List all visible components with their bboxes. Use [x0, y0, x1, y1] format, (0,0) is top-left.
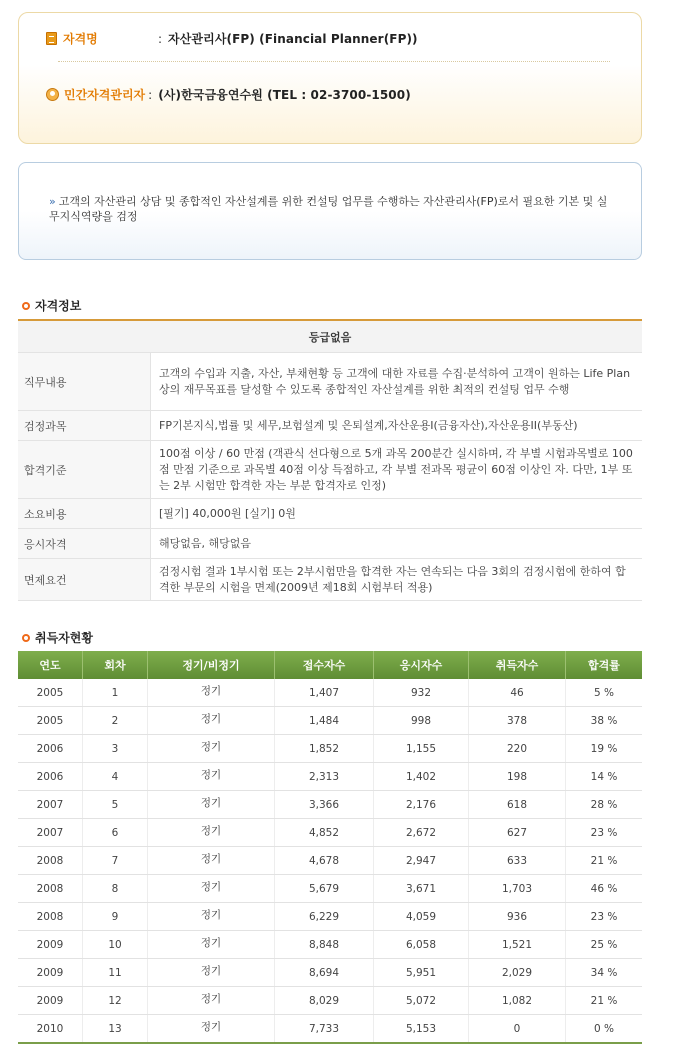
col-type-header: 정기/비정기 [148, 651, 275, 679]
table-row [18, 959, 642, 987]
rate-cell: 34 % [566, 959, 643, 987]
year-cell: 2010 [18, 1015, 83, 1044]
double-arrow-icon: » [49, 195, 56, 208]
year-cell: 2006 [18, 763, 83, 791]
info-key: 직무내용 [18, 353, 151, 411]
table-row [18, 679, 642, 707]
table-row [18, 875, 642, 903]
round-cell: 12 [83, 987, 148, 1015]
round-cell: 5 [83, 791, 148, 819]
applicants-cell: 8,694 [275, 959, 374, 987]
info-key: 면제요건 [18, 559, 151, 601]
description-text: 고객의 자산관리 상담 및 종합적인 자산설계를 위한 컨설팅 업무를 수행하는 자산관리사(FP)로서 필요한 기본 및 실무지식역량을 검정 [49, 195, 608, 223]
stats-title-text: 취득자현황 [35, 631, 93, 645]
type-cell: 정기 [148, 875, 275, 903]
type-cell: 정기 [148, 1015, 275, 1044]
round-cell: 11 [83, 959, 148, 987]
round-cell: 8 [83, 875, 148, 903]
applicants-cell: 4,678 [275, 847, 374, 875]
col-round-header: 회차 [83, 651, 148, 679]
year-cell: 2008 [18, 903, 83, 931]
applicants-cell: 5,679 [275, 875, 374, 903]
examinees-cell: 4,059 [374, 903, 469, 931]
round-cell: 1 [83, 679, 148, 707]
rate-cell: 25 % [566, 931, 643, 959]
year-cell: 2007 [18, 791, 83, 819]
year-cell: 2006 [18, 735, 83, 763]
info-row [18, 441, 642, 499]
table-row [18, 847, 642, 875]
description-card [18, 162, 642, 260]
examinees-cell: 1,155 [374, 735, 469, 763]
passers-cell: 220 [469, 735, 566, 763]
rate-cell: 23 % [566, 903, 643, 931]
info-key: 소요비용 [18, 499, 151, 529]
rate-cell: 46 % [566, 875, 643, 903]
round-cell: 4 [83, 763, 148, 791]
applicants-cell: 2,313 [275, 763, 374, 791]
cert-name-row [46, 30, 418, 47]
stats-table [18, 651, 642, 1044]
examinees-cell: 5,153 [374, 1015, 469, 1044]
type-cell: 정기 [148, 987, 275, 1015]
year-cell: 2008 [18, 875, 83, 903]
rate-cell: 21 % [566, 987, 643, 1015]
passers-cell: 1,082 [469, 987, 566, 1015]
type-cell: 정기 [148, 679, 275, 707]
passers-cell: 936 [469, 903, 566, 931]
year-cell: 2007 [18, 819, 83, 847]
stats-section-title [22, 629, 93, 646]
passers-cell: 0 [469, 1015, 566, 1044]
examinees-cell: 2,947 [374, 847, 469, 875]
type-cell: 정기 [148, 763, 275, 791]
round-cell: 13 [83, 1015, 148, 1044]
table-row [18, 707, 642, 735]
stats-body [18, 679, 642, 1043]
cert-name-label: 자격명 [63, 32, 98, 46]
table-row [18, 791, 642, 819]
round-cell: 2 [83, 707, 148, 735]
round-cell: 10 [83, 931, 148, 959]
year-cell: 2008 [18, 847, 83, 875]
passers-cell: 1,521 [469, 931, 566, 959]
table-row [18, 819, 642, 847]
info-row [18, 559, 642, 601]
passers-cell: 46 [469, 679, 566, 707]
type-cell: 정기 [148, 735, 275, 763]
passers-cell: 1,703 [469, 875, 566, 903]
table-row [18, 763, 642, 791]
examinees-cell: 2,176 [374, 791, 469, 819]
examinees-cell: 3,671 [374, 875, 469, 903]
type-cell: 정기 [148, 847, 275, 875]
rate-cell: 28 % [566, 791, 643, 819]
org-label: 민간자격관리자 [64, 88, 146, 102]
info-value: 100점 이상 / 60 만점 (객관식 선다형으로 5개 과목 200분간 실시하며, 각 부별 시험과목별로 100점 만점 기준으로 과목별 40점 이상 득점하고, 각 부별 전과목 평균이 60점 이상인 자. 다만, 1부 또는 2부 시험만 합격한 자는 부분 합격자로 인정) [151, 441, 643, 499]
type-cell: 정기 [148, 931, 275, 959]
examinees-cell: 1,402 [374, 763, 469, 791]
applicants-cell: 7,733 [275, 1015, 374, 1044]
info-value: [필기] 40,000원 [실기] 0원 [151, 499, 643, 529]
col-year-header: 연도 [18, 651, 83, 679]
info-row [18, 529, 642, 559]
col-passers-header: 취득자수 [469, 651, 566, 679]
col-applicants-header: 접수자수 [275, 651, 374, 679]
passers-cell: 618 [469, 791, 566, 819]
examinees-cell: 932 [374, 679, 469, 707]
info-section-title [22, 297, 81, 314]
document-icon [46, 32, 57, 45]
passers-cell: 198 [469, 763, 566, 791]
applicants-cell: 6,229 [275, 903, 374, 931]
colon: : [148, 87, 153, 102]
examinees-cell: 5,951 [374, 959, 469, 987]
info-title-text: 자격정보 [35, 299, 82, 313]
table-row [18, 1015, 642, 1044]
examinees-cell: 998 [374, 707, 469, 735]
round-cell: 6 [83, 819, 148, 847]
type-cell: 정기 [148, 903, 275, 931]
rate-cell: 23 % [566, 819, 643, 847]
applicants-cell: 4,852 [275, 819, 374, 847]
applicants-cell: 1,484 [275, 707, 374, 735]
col-rate-header: 합격률 [566, 651, 643, 679]
examinees-cell: 5,072 [374, 987, 469, 1015]
rate-cell: 19 % [566, 735, 643, 763]
info-key: 검정과목 [18, 411, 151, 441]
passers-cell: 2,029 [469, 959, 566, 987]
org-value: (사)한국금융연수원 (TEL : 02-3700-1500) [158, 88, 411, 102]
description [49, 194, 609, 224]
circle-bullet-icon [22, 634, 30, 642]
rate-cell: 14 % [566, 763, 643, 791]
info-row [18, 499, 642, 529]
type-cell: 정기 [148, 791, 275, 819]
info-value: 검정시험 결과 1부시험 또는 2부시험만을 합격한 자는 연속되는 다음 3회의 검정시험에 한하여 합격한 부문의 시험을 면제(2009년 제18회 시험부터 적용) [151, 559, 643, 601]
org-row [46, 86, 411, 103]
rate-cell: 0 % [566, 1015, 643, 1044]
info-row [18, 411, 642, 441]
type-cell: 정기 [148, 707, 275, 735]
grade-header: 등급없음 [18, 320, 642, 353]
type-cell: 정기 [148, 959, 275, 987]
round-cell: 9 [83, 903, 148, 931]
year-cell: 2005 [18, 679, 83, 707]
applicants-cell: 1,407 [275, 679, 374, 707]
year-cell: 2009 [18, 931, 83, 959]
passers-cell: 378 [469, 707, 566, 735]
passers-cell: 627 [469, 819, 566, 847]
circle-bullet-icon [22, 302, 30, 310]
year-cell: 2009 [18, 987, 83, 1015]
info-value: 해당없음, 해당없음 [151, 529, 643, 559]
table-row [18, 735, 642, 763]
table-row [18, 987, 642, 1015]
applicants-cell: 3,366 [275, 791, 374, 819]
info-table [18, 319, 642, 601]
applicants-cell: 8,848 [275, 931, 374, 959]
year-cell: 2005 [18, 707, 83, 735]
colon: : [158, 31, 163, 46]
rate-cell: 5 % [566, 679, 643, 707]
divider [58, 61, 610, 62]
info-row [18, 353, 642, 411]
round-cell: 7 [83, 847, 148, 875]
stats-header-row [18, 651, 642, 679]
passers-cell: 633 [469, 847, 566, 875]
type-cell: 정기 [148, 819, 275, 847]
applicants-cell: 8,029 [275, 987, 374, 1015]
table-row [18, 903, 642, 931]
col-examinees-header: 응시자수 [374, 651, 469, 679]
info-key: 합격기준 [18, 441, 151, 499]
info-key: 응시자격 [18, 529, 151, 559]
applicants-cell: 1,852 [275, 735, 374, 763]
rate-cell: 38 % [566, 707, 643, 735]
person-icon [46, 88, 59, 101]
table-row [18, 931, 642, 959]
year-cell: 2009 [18, 959, 83, 987]
info-value: FP기본지식,법률 및 세무,보험설계 및 은퇴설계,자산운용I(금융자산),자산운용II(부동산) [151, 411, 643, 441]
info-value: 고객의 수입과 지출, 자산, 부채현황 등 고객에 대한 자료를 수집·분석하여 고객이 원하는 Life Plan상의 재무목표를 달성할 수 있도록 종합적인 자산설계를 위한 최적의 컨설팅 업무 수행 [151, 353, 643, 411]
examinees-cell: 6,058 [374, 931, 469, 959]
round-cell: 3 [83, 735, 148, 763]
cert-name-value: 자산관리사(FP) (Financial Planner(FP)) [168, 32, 418, 46]
examinees-cell: 2,672 [374, 819, 469, 847]
rate-cell: 21 % [566, 847, 643, 875]
